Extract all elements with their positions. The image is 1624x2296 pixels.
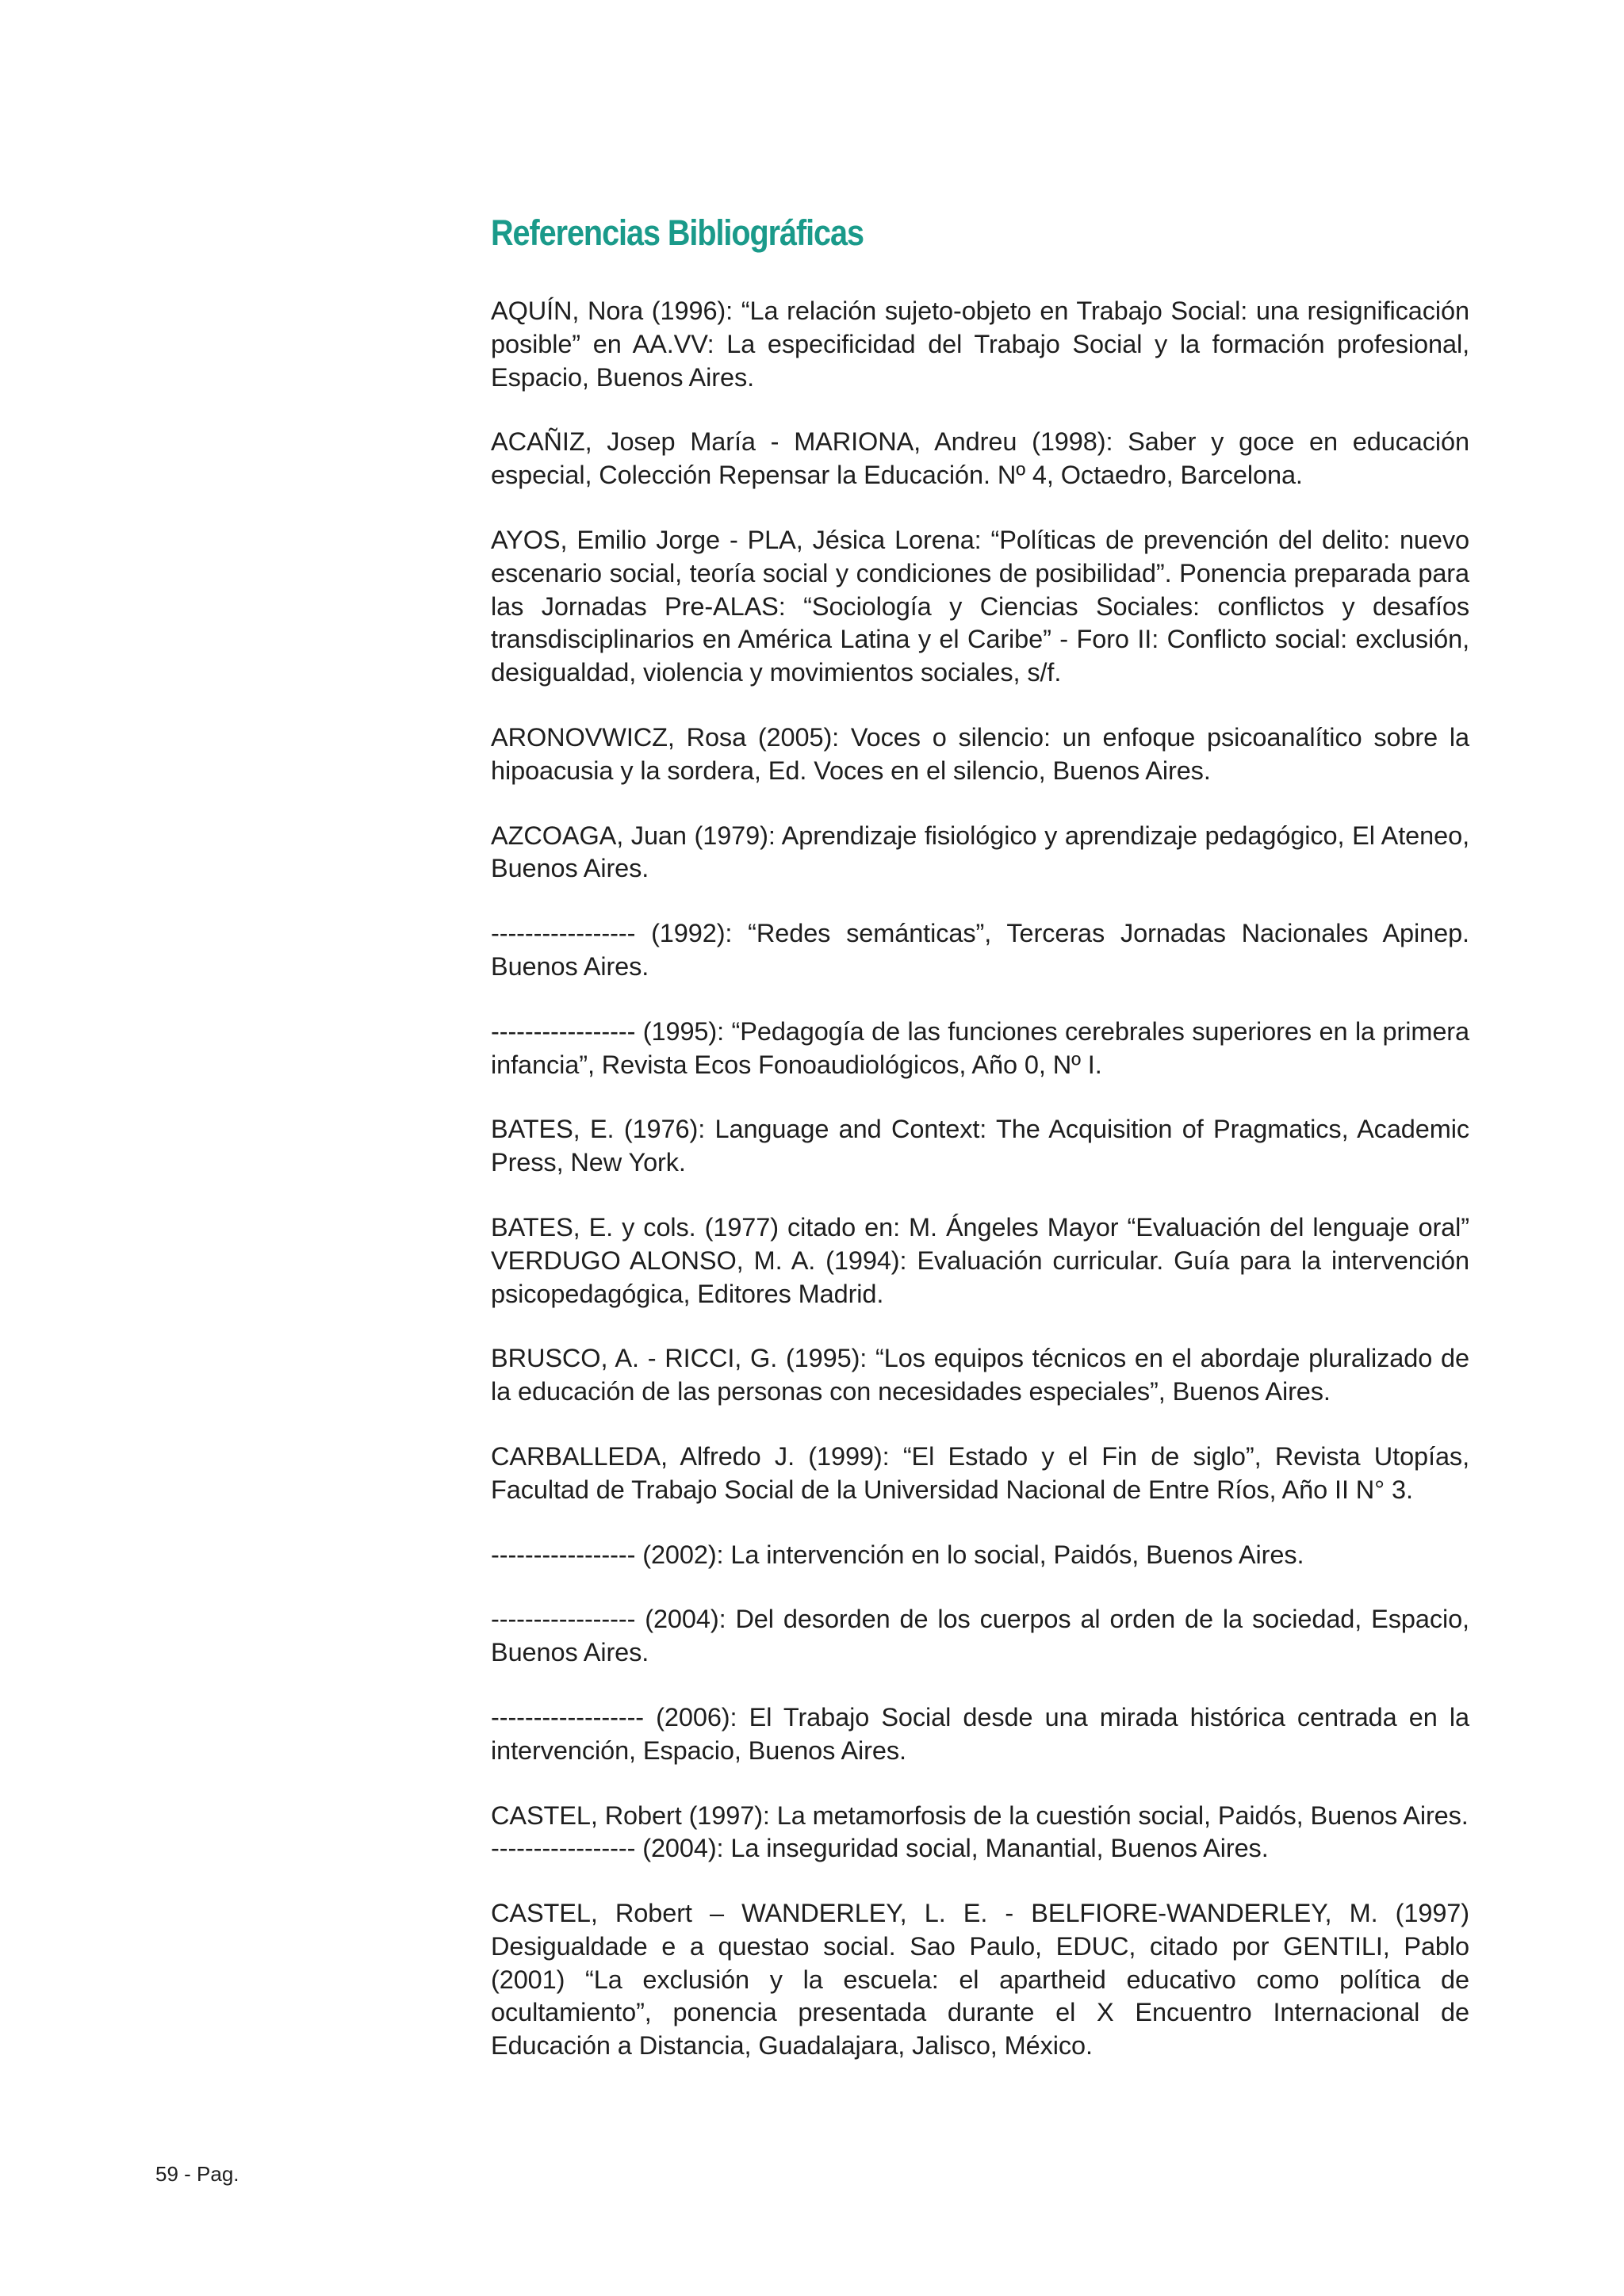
reference-acaniz-1998: [491, 426, 1469, 492]
reference-text: ----------------- (1995): “Pedagogía de las funciones cerebrales superiores en la primera infancia”, Revista Ecos Fonoaudiológicos, Año 0, Nº I.: [491, 1016, 1469, 1079]
reference-text: BATES, E. (1976): Language and Context: The Acquisition of Pragmatics, Academic Press, New York.: [491, 1115, 1469, 1177]
reference-azcoaga-1995: [491, 1016, 1469, 1082]
reference-text: ------------------ (2006): El Trabajo Social desde una mirada histórica centrada en la intervención, Espacio, Buenos Aires.: [491, 1702, 1469, 1765]
reference-carballeda-2002: [491, 1539, 1469, 1572]
reference-text: ----------------- (2004): La inseguridad social, Manantial, Buenos Aires.: [491, 1834, 1269, 1863]
reference-text: AZCOAGA, Juan (1979): Aprendizaje fisiológico y aprendizaje pedagógico, El Ateneo, Buenos Aires.: [491, 821, 1469, 883]
reference-azcoaga-1992: [491, 917, 1469, 984]
reference-text: ----------------- (2002): La intervención en lo social, Paidós, Buenos Aires.: [491, 1540, 1304, 1569]
reference-text: ----------------- (1992): “Redes semánticas”, Terceras Jornadas Nacionales Apinep. Buenos Aires.: [491, 919, 1469, 981]
reference-carballeda-1999: [491, 1441, 1469, 1507]
reference-carballeda-2006: [491, 1701, 1469, 1768]
reference-ayos: [491, 524, 1469, 690]
reference-castel-1997-2004: [491, 1800, 1469, 1866]
reference-text: ACAÑIZ, Josep María - MARIONA, Andreu (1998): Saber y goce en educación especial, Colección Repensar la Educación. Nº 4, Octaedro, Barcelona.: [491, 427, 1469, 490]
reference-text: AYOS, Emilio Jorge - PLA, Jésica Lorena: “Políticas de prevención del delito: nuevo escenario social, teoría social y condiciones de posibilidad”. Ponencia preparada para las Jornadas Pre-ALAS: “Sociología y Ciencias Sociales: conflictos y desafíos transdisciplinarios en América Latina y el Caribe” - Foro II: Conflicto social: exclusión, desigualdad, violencia y movimientos sociales, s/f.: [491, 525, 1469, 687]
page-title: Referencias Bibliográficas: [491, 212, 864, 253]
reference-brusco-1995: [491, 1342, 1469, 1409]
reference-text: CARBALLEDA, Alfredo J. (1999): “El Estado y el Fin de siglo”, Revista Utopías, Facultad de Trabajo Social de la Universidad Nacional de Entre Ríos, Año II N° 3.: [491, 1441, 1469, 1504]
reference-text: BATES, E. y cols. (1977) citado en: M. Ángeles Mayor “Evaluación del lenguaje oral” VERDUGO ALONSO, M. A. (1994): Evaluación curricular. Guía para la intervención psicopedagógica, Editores Madrid.: [491, 1212, 1469, 1308]
reference-text: CASTEL, Robert (1997): La metamorfosis de la cuestión social, Paidós, Buenos Aires.: [491, 1800, 1469, 1830]
references-list: [491, 295, 1469, 2095]
reference-text: CASTEL, Robert – WANDERLEY, L. E. - BELFIORE-WANDERLEY, M. (1997) Desigualdade e a questao social. Sao Paulo, EDUC, citado por GENTILI, Pablo (2001) “La exclusión y la escuela: el apartheid educativo como política de ocultamiento”, ponencia presentada durante el X Encuentro Internacional de Educación a Distancia, Guadalajara, Jalisco, México.: [491, 1899, 1469, 2061]
reference-aronovwicz-2005: [491, 721, 1469, 788]
reference-bates-1976: [491, 1113, 1469, 1180]
reference-text: ARONOVWICZ, Rosa (2005): Voces o silencio: un enfoque psicoanalítico sobre la hipoacusia y la sordera, Ed. Voces en el silencio, Buenos Aires.: [491, 722, 1469, 785]
reference-azcoaga-1979: [491, 820, 1469, 886]
page-number: 59 - Pag.: [155, 2162, 239, 2186]
reference-text: ----------------- (2004): Del desorden de los cuerpos al orden de la sociedad, Espacio, Buenos Aires.: [491, 1605, 1469, 1667]
reference-carballeda-2004: [491, 1603, 1469, 1670]
reference-aquin-1996: [491, 295, 1469, 394]
reference-text: BRUSCO, A. - RICCI, G. (1995): “Los equipos técnicos en el abordaje pluralizado de la educación de las personas con necesidades especiales”, Buenos Aires.: [491, 1344, 1469, 1406]
reference-bates-1977: [491, 1211, 1469, 1311]
reference-text: AQUÍN, Nora (1996): “La relación sujeto-objeto en Trabajo Social: una resignificación posible” en AA.VV: La especificidad del Trabajo Social y la formación profesional, Espacio, Buenos Aires.: [491, 297, 1469, 392]
reference-castel-wanderley-1997: [491, 1897, 1469, 2063]
